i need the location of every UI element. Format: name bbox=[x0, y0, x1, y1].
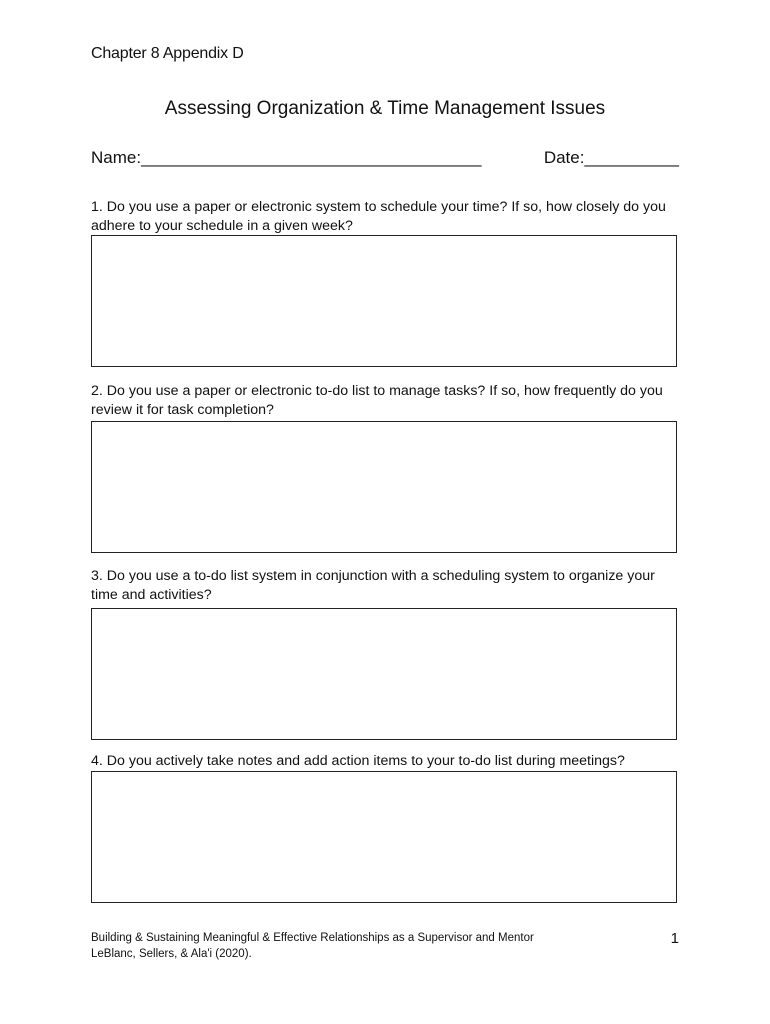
footer-line-1: Building & Sustaining Meaningful & Effective Relationships as a Supervisor and Mentor bbox=[91, 932, 534, 944]
question-1: 1. Do you use a paper or electronic system to schedule your time? If so, how closely do you adhere to your schedule in a given week? bbox=[91, 199, 666, 234]
chapter-heading: Chapter 8 Appendix D bbox=[91, 45, 244, 62]
page-number: 1 bbox=[670, 930, 679, 947]
footer-citation bbox=[91, 930, 534, 962]
question-4: 4. Do you actively take notes and add action items to your to-do list during meetings? bbox=[91, 753, 625, 769]
page-title: Assessing Organization & Time Management Issues bbox=[164, 98, 606, 119]
question-2: 2. Do you use a paper or electronic to-do list to manage tasks? If so, how frequently do you review it for task completion? bbox=[91, 383, 663, 418]
answer-box-4[interactable] bbox=[91, 771, 677, 903]
question-3: 3. Do you use a to-do list system in conjunction with a scheduling system to organize your time and activities? bbox=[91, 568, 655, 603]
answer-box-1[interactable] bbox=[91, 235, 677, 367]
answer-box-3[interactable] bbox=[91, 608, 677, 740]
footer-line-2: LeBlanc, Sellers, & Ala'i (2020). bbox=[91, 948, 252, 960]
name-field[interactable]: Name:____________________________________ bbox=[91, 148, 482, 167]
answer-box-2[interactable] bbox=[91, 421, 677, 553]
date-field[interactable]: Date:__________ bbox=[543, 148, 679, 167]
